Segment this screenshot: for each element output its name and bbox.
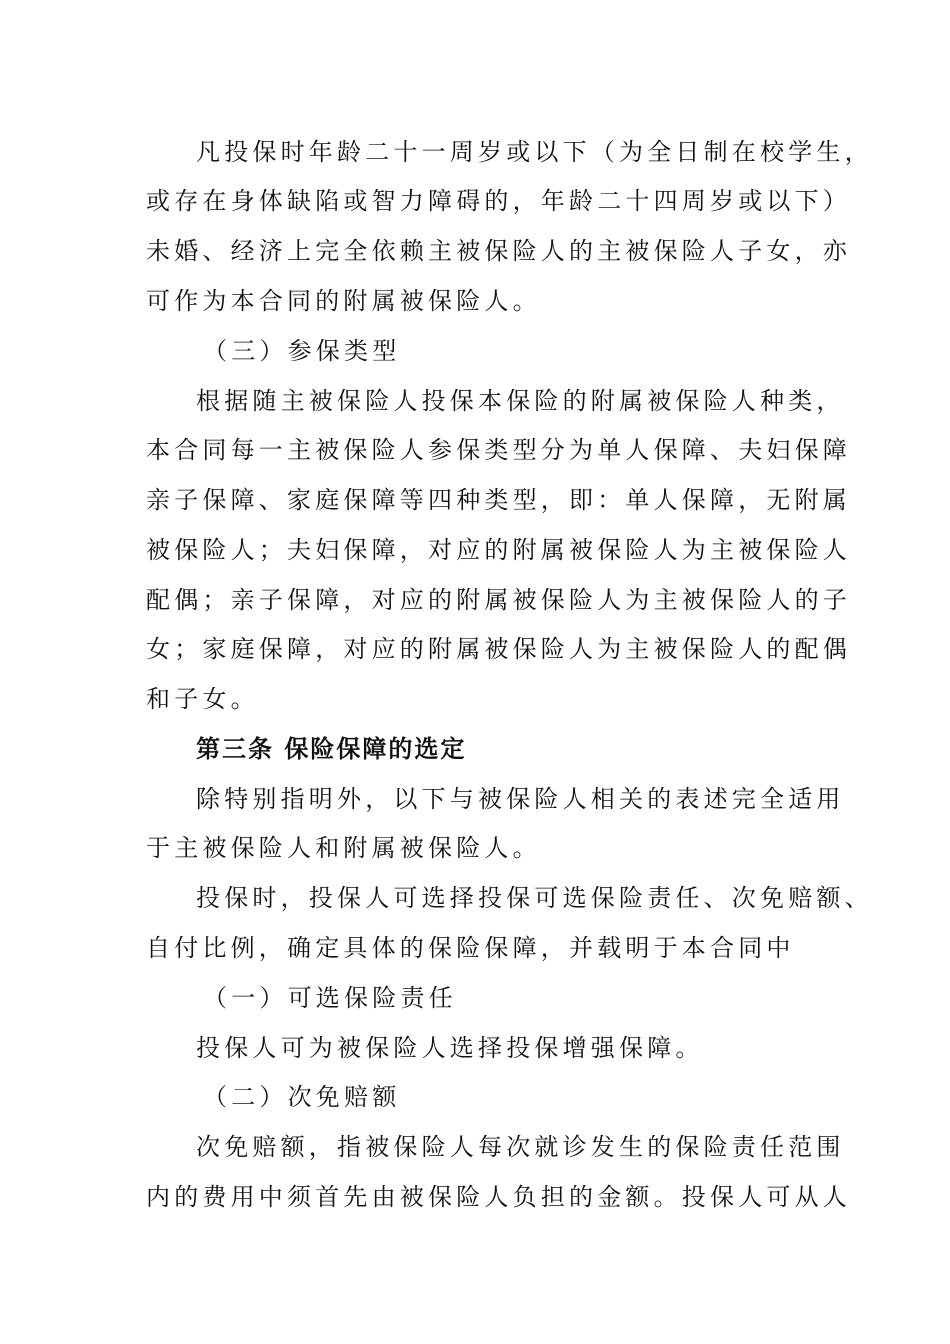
paragraph-line: 自付比例，确定具体的保险保障，并载明于本合同中 <box>146 934 795 962</box>
paragraph-line: 投保人可为被保险人选择投保增强保障。 <box>196 1034 704 1062</box>
paragraph-line: 或存在身体缺陷或智力障碍的，年龄二十四周岁或以下） <box>146 187 851 215</box>
paragraph-line: 凡投保时年龄二十一周岁或以下（为全日制在校学生， <box>196 138 873 166</box>
paragraph-line: 次免赔额，指被保险人每次就诊发生的保险责任范围 <box>196 1133 845 1161</box>
paragraph-line: 可作为本合同的附属被保险人。 <box>146 287 541 315</box>
subsection-heading: （三）参保类型 <box>203 337 401 365</box>
paragraph-line: 本合同每一主被保险人参保类型分为单人保障、夫妇保障 <box>146 436 851 464</box>
paragraph-line: 未婚、经济上完全依赖主被保险人的主被保险人子女，亦 <box>146 237 851 265</box>
paragraph-line: 根据随主被保险人投保本保险的附属被保险人种类， <box>196 387 845 415</box>
paragraph-line: 投保时，投保人可选择投保可选保险责任、次免赔额、 <box>196 884 873 912</box>
paragraph-line: 于主被保险人和附属被保险人。 <box>146 834 541 862</box>
paragraph-line: 和子女。 <box>146 685 259 713</box>
paragraph-line: 配偶；亲子保障，对应的附属被保险人为主被保险人的子 <box>146 586 851 614</box>
paragraph-line: 除特别指明外，以下与被保险人相关的表述完全适用 <box>196 785 845 813</box>
subsection-heading: （一）可选保险责任 <box>203 984 457 1012</box>
article-heading: 第三条 保险保障的选定 <box>196 735 467 763</box>
paragraph-line: 亲子保障、家庭保障等四种类型，即：单人保障，无附属 <box>146 486 851 514</box>
paragraph-line: 被保险人；夫妇保障，对应的附属被保险人为主被保险人 <box>146 536 851 564</box>
subsection-heading: （二）次免赔额 <box>203 1083 401 1111</box>
paragraph-line: 内的费用中须首先由被保险人负担的金额。投保人可从人 <box>146 1183 851 1211</box>
paragraph-line: 女；家庭保障，对应的附属被保险人为主被保险人的配偶 <box>146 635 851 663</box>
